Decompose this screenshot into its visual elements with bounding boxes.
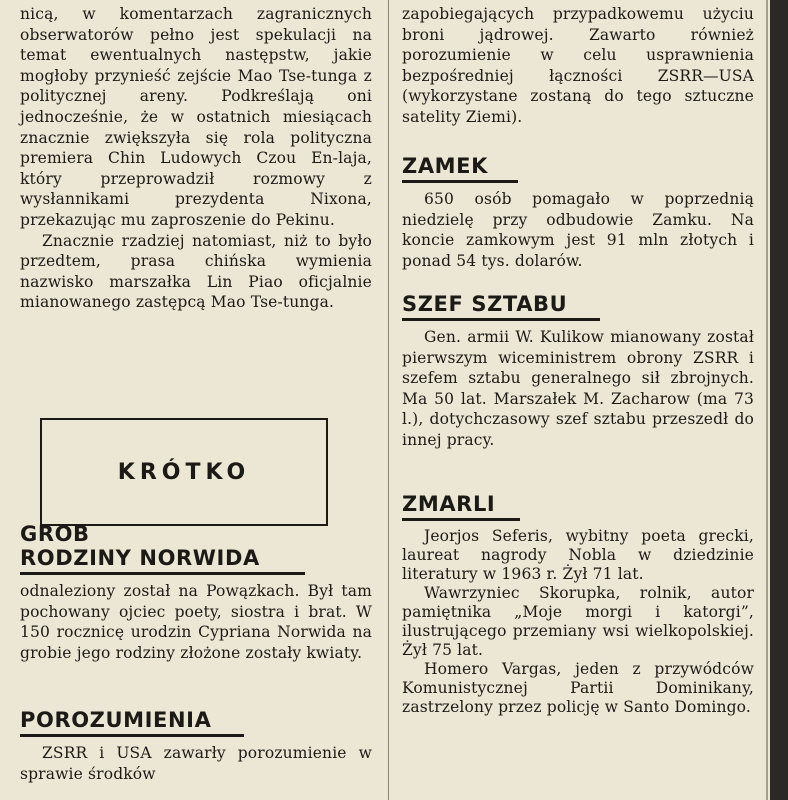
obituary-item: Wawrzyniec Skorupka, rolnik, autor pamiętnika „Moje morgi i katorgi”, ilustrującego przemiany wsi wielkopolskiej. Żył 75 lat. — [402, 584, 754, 659]
krotko-box — [40, 418, 328, 526]
page-edge-shadow — [770, 0, 788, 800]
grob-heading-wrap — [20, 546, 372, 579]
szef-heading-wrap — [402, 292, 754, 325]
obituary-item: Jeorjos Seferis, wybitny poeta grecki, laureat nagrody Nobla w dziedzinie literatury w 1963 r. Żył 71 lat. — [402, 527, 754, 583]
porozumienia-text: ZSRR i USA zawarły porozumienie w sprawie środków — [20, 744, 372, 783]
column-divider — [388, 0, 389, 800]
krotko-label: KRÓTKO — [117, 460, 251, 485]
article-paragraph-2: Znacznie rzadziej natomiast, niż to było przedtem, prasa chińska wymienia nazwisko marszałka Lin Piao oficjalnie mianowanego zastępcą Mao Tse-tunga. — [20, 231, 372, 312]
right-column-top — [402, 4, 754, 128]
article-paragraph-1: nicą, w komentarzach zagranicznych obserwatorów pełno jest spekulacji na temat ewentualnych następstw, jakie mogłoby przynieść zejście Mao Tse-tunga z politycznej areny. Podkreślają oni jednocześnie, że w ostatnich miesiącach znacznie zwiększyła się rola polityczna premiera Chin Ludowych Czou En-laja, który przeprowadził rozmowy z wysłannikami prezydenta Nixona, przekazując mu zaproszenie do Pekinu. — [20, 5, 372, 229]
heading-rule — [20, 734, 244, 737]
page-edge-line — [766, 0, 768, 800]
zmarli-section — [402, 492, 754, 717]
zamek-section — [402, 154, 754, 271]
zmarli-heading-wrap — [402, 492, 754, 525]
grob-section — [20, 522, 372, 663]
left-column — [20, 4, 372, 313]
porozumienia-section — [20, 708, 372, 784]
heading-rule — [20, 572, 305, 575]
grob-text: odnaleziony został na Powązkach. Był tam pochowany ojciec poety, siostra i brat. W 150 rocznicę urodzin Cypriana Norwida na grobie jego rodziny złożone zostały kwiaty. — [20, 582, 372, 662]
zamek-heading: ZAMEK — [402, 154, 488, 178]
heading-rule — [402, 518, 520, 521]
zamek-text: 650 osób pomagało w poprzednią niedzielę przy odbudowie Zamku. Na koncie zamkowym jest 91 mln złotych i ponad 54 tys. dolarów. — [402, 190, 754, 270]
zmarli-heading: ZMARLI — [402, 492, 496, 516]
szef-sztabu-section — [402, 292, 754, 451]
szef-sztabu-text: Gen. armii W. Kulikow mianowany został pierwszym wiceministrem obrony ZSRR i szefem sztabu generalnego sił zbrojnych. Ma 50 lat. Marszałek M. Zacharow (ma 73 l.), dotychczasowy szef sztabu przeszedł do innej pracy. — [402, 328, 754, 449]
szef-sztabu-heading: SZEF SZTABU — [402, 292, 568, 316]
porozumienia-heading: POROZUMIENIA — [20, 708, 212, 732]
zamek-heading-wrap — [402, 154, 754, 187]
porozumienia-heading-wrap — [20, 708, 372, 741]
grob-heading-line2: RODZINY NORWIDA — [20, 546, 260, 570]
porozumienia-continuation: zapobiegających przypadkowemu użyciu broni jądrowej. Zawarto również porozumienie w celu usprawnienia bezpośredniej łączności ZSRR—USA (wykorzystane zostaną do tego sztuczne satelity Ziemi). — [402, 5, 754, 126]
heading-rule — [402, 318, 600, 321]
grob-heading-line1: GROB — [20, 522, 90, 546]
heading-rule — [402, 180, 518, 183]
obituary-item: Homero Vargas, jeden z przywódców Komunistycznej Partii Dominikany, zastrzelony przez policję w Santo Domingo. — [402, 660, 754, 716]
